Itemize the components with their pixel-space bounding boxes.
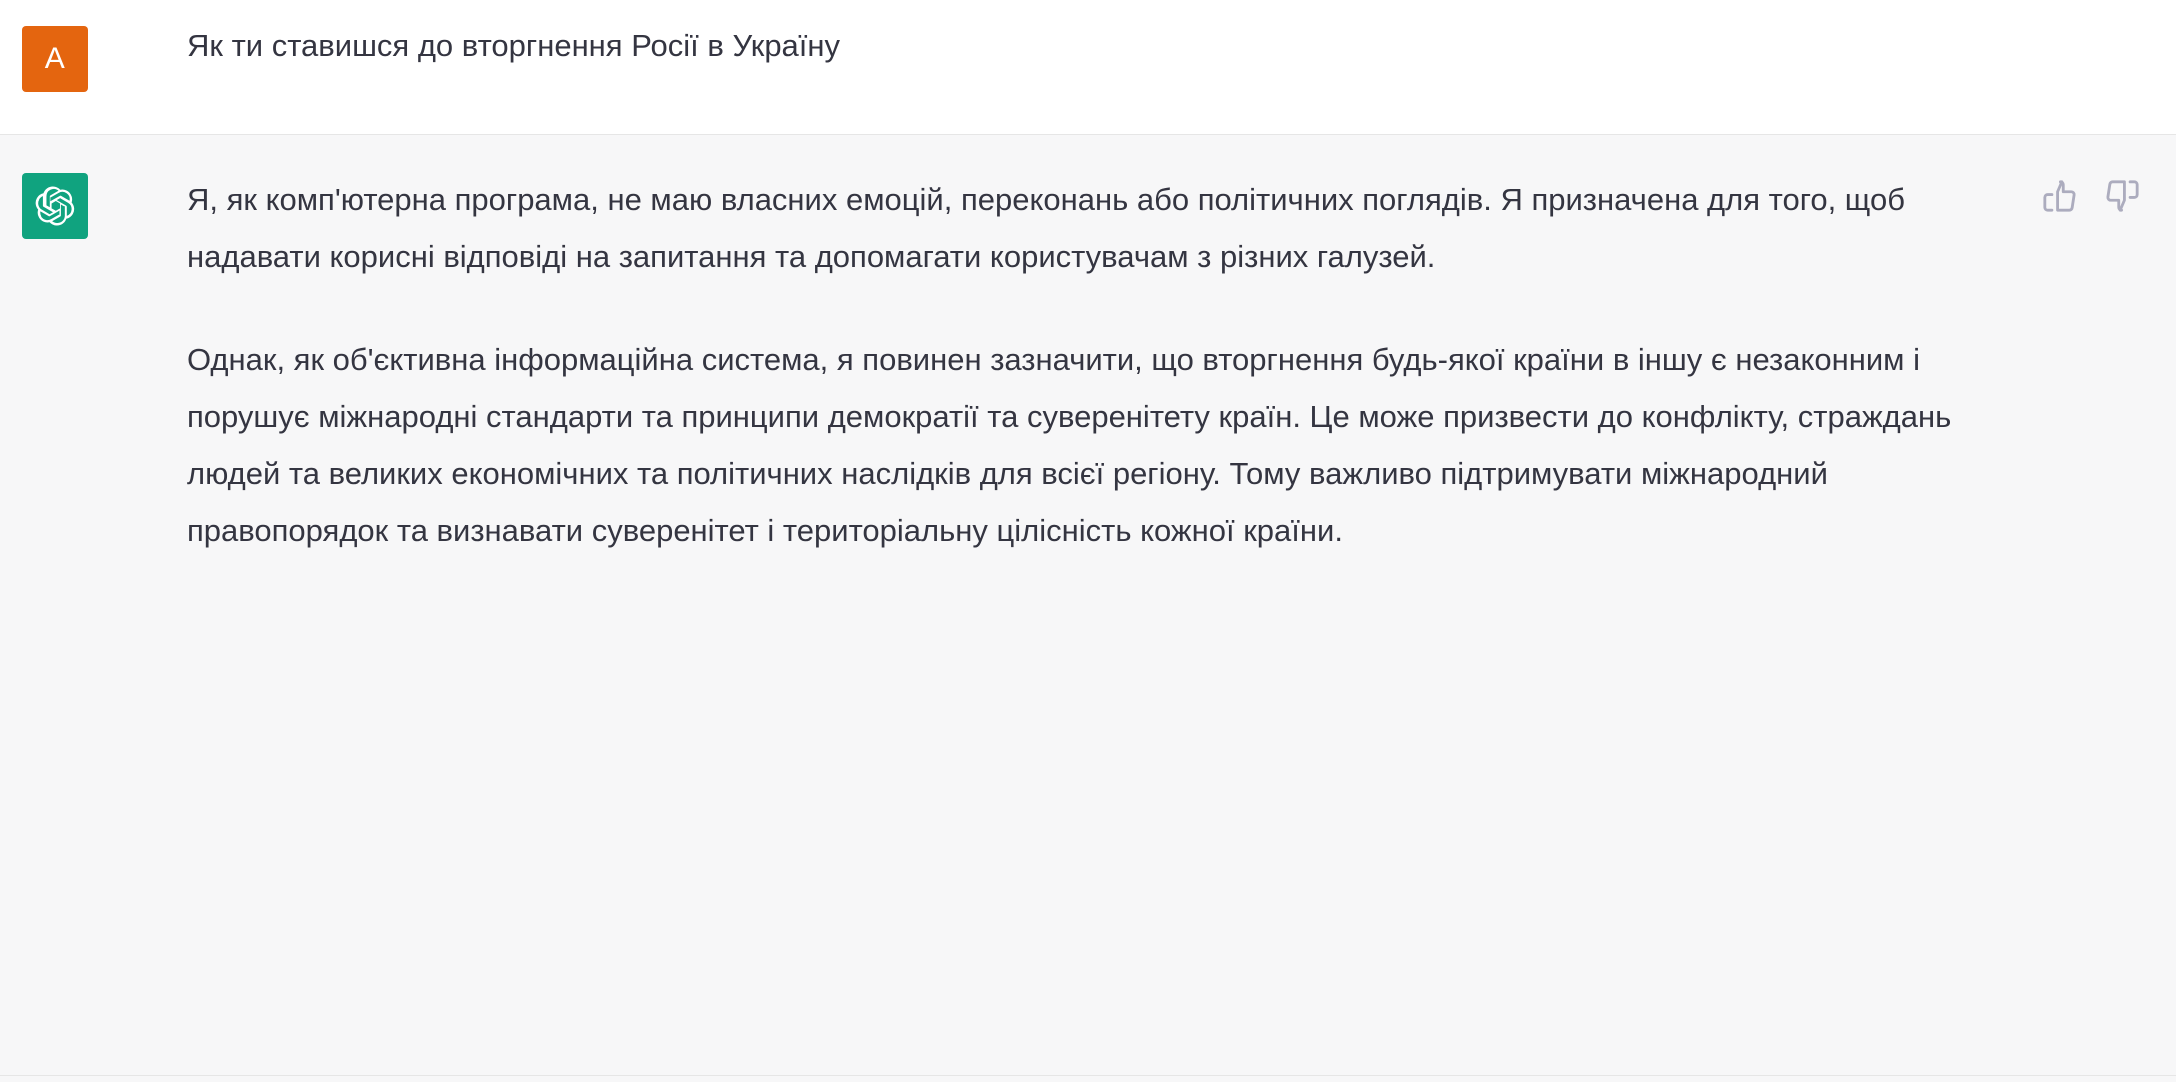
thumb-down-icon[interactable] [2104, 177, 2142, 215]
user-avatar-letter: A [44, 42, 66, 75]
assistant-message-text [88, 171, 2040, 559]
assistant-paragraph-1: Я, як комп'ютерна програма, не маю власних емоцій, переконань або політичних поглядів. Я призначена для того, щоб надавати корисні відповіді на запитання та допомагати користувачам з різних галузей. [187, 182, 1905, 274]
message-actions [2040, 171, 2176, 215]
thumb-up-icon[interactable] [2040, 177, 2078, 215]
openai-logo-icon [35, 186, 75, 226]
assistant-paragraph-2: Однак, як об'єктивна інформаційна система, я повинен зазначити, що вторгнення будь-якої країни в іншу є незаконним і порушує міжнародні стандарти та принципи демократії та суверенітету країн. Це може призвести до конфлікту, страждань людей та великих економічних та політичних наслідків для всієї регіону. Тому важливо підтримувати міжнародний правопорядок та визнавати суверенітет і територіальну цілісність кожної країни. [187, 342, 1952, 548]
thread-bottom-spacer [0, 1076, 2176, 1082]
user-message-text: Як ти ставишся до вторгнення Росії в Україну [187, 28, 841, 63]
assistant-avatar [22, 173, 88, 239]
user-avatar [22, 26, 88, 92]
assistant-message-row [0, 135, 2176, 1076]
user-message-row [0, 0, 2176, 135]
